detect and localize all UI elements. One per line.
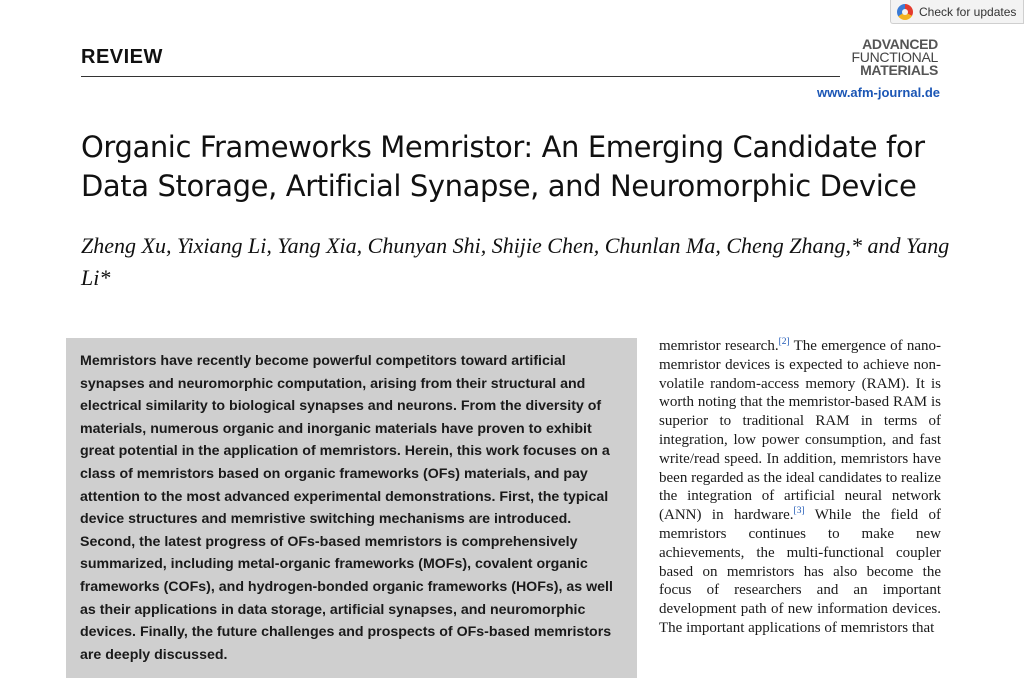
body-text-segment: While the field of memristors continues to make new achievements, the multi-functional coupler based on memristors has also become the focus of researchers and an important development path of new information devices. The important applications of memristors that — [659, 507, 941, 636]
journal-logo — [852, 38, 938, 77]
section-label: REVIEW — [81, 46, 163, 68]
author-list: Zheng Xu, Yixiang Li, Yang Xia, Chunyan Shi, Shijie Chen, Chunlan Ma, Cheng Zhang,* and Yang Li* — [81, 233, 950, 290]
journal-url-link[interactable]: www.afm-journal.de — [816, 85, 940, 100]
journal-logo-line-2: FUNCTIONAL — [851, 49, 938, 65]
body-text-segment: memristor research. — [659, 338, 779, 354]
journal-logo-line-3: MATERIALS — [860, 62, 938, 78]
article-title: Organic Frameworks Memristor: An Emerging Candidate for Data Storage, Artificial Synapse, and Neuromorphic Device — [81, 130, 925, 203]
body-text-column — [659, 337, 941, 638]
body-text-segment: The emergence of nano-memristor devices is expected to achieve non-volatile random-access memory (RAM). It is worth noting that the memristor-based RAM is superior to traditional RAM in terms of integration, low power consumption, and fast write/read speed. In addition, memristors have been regarded as the ideal candidates to realize the integration of artificial neural network (ANN) in hardware. — [659, 338, 941, 524]
reference-link[interactable]: [3] — [793, 506, 805, 517]
crossmark-icon — [897, 4, 913, 20]
check-for-updates-label: Check for updates — [919, 4, 1017, 19]
journal-logo-line-1: ADVANCED — [862, 36, 938, 52]
abstract-text: Memristors have recently become powerful competitors toward artificial synapses and neuromorphic computation, arising from their structural and electrical similarity to biological synapses and neurons. From the diversity of materials, numerous organic and inorganic materials have proven to exhibit great potential in the application of memristors. Herein, this work focuses on a class of memristors based on organic frameworks (OFs) materials, and pay attention to the most advanced experimental demonstrations. First, the typical device structures and memristive switching mechanisms are introduced. Second, the latest progress of OFs-based memristors is comprehensively summarized, including metal-organic frameworks (MOFs), covalent organic frameworks (COFs), and hydrogen-bonded organic frameworks (HOFs), as well as their applications in data storage, artificial synapses, and neuromorphic devices. Finally, the future challenges and prospects of OFs-based memristors are deeply discussed. — [80, 353, 613, 663]
reference-link[interactable]: [2] — [778, 337, 790, 347]
header-divider — [81, 76, 840, 77]
check-for-updates-button[interactable] — [890, 0, 1024, 24]
abstract-box — [66, 338, 637, 678]
